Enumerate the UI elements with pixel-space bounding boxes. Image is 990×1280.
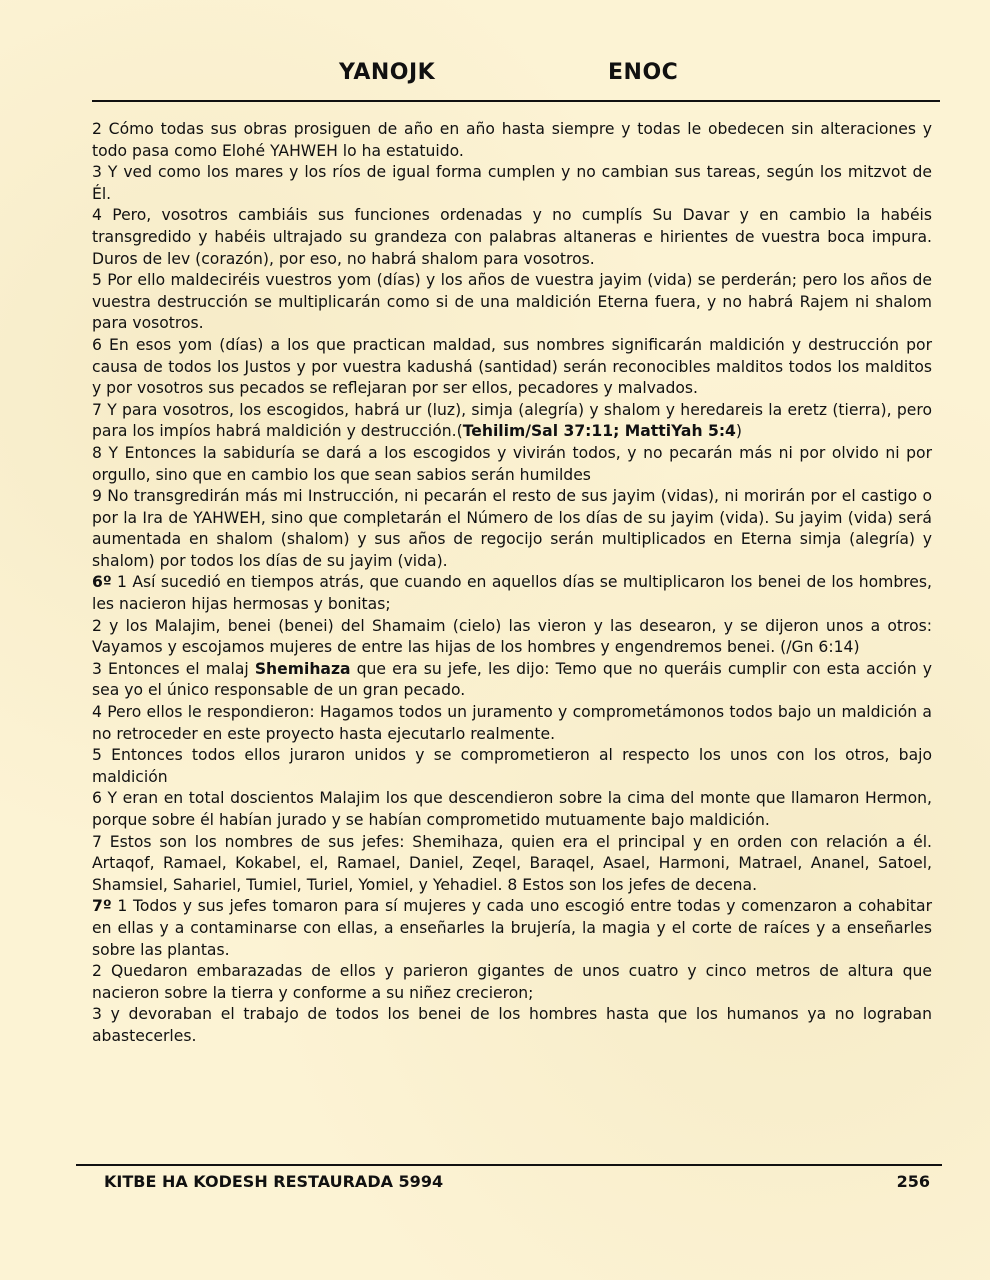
bold-text: 6º: [92, 573, 112, 592]
verse-paragraph: [92, 162, 932, 205]
verse-paragraph: [92, 486, 932, 572]
bold-text: Tehilim/Sal 37:11; MattiYah 5:4: [462, 422, 736, 441]
text-run: 7 Y para vosotros, los escogidos, habrá ur (luz), simja (alegría) y shalom y heredareis la eretz (tierra), pero para los impíos habrá maldición y destrucción.(: [92, 400, 932, 441]
text-run: 9 No transgredirán más mi Instrucción, ni pecarán el resto de sus jayim (vidas), ni morirán por el castigo o por la Ira de YAHWEH, sino que completarán el Número de los días de su jayim (vida). Su jayim (vida) será aumentada en shalom (shalom) y sus años de regocijo serán multiplicados en Eterna simja (alegría) y shalom) por todos los días de su jayim (vida).: [92, 487, 932, 570]
text-run: 8 Y Entonces la sabiduría se dará a los escogidos y vivirán todos, y no pecarán más ni por olvido ni por orgullo, sino que en cambio los que sean sabios serán humildes: [92, 443, 932, 484]
verse-paragraph: [92, 896, 932, 961]
page-header: [92, 56, 940, 102]
verse-paragraph: [92, 745, 932, 788]
text-run: 2 Cómo todas sus obras prosiguen de año en año hasta siempre y todas le obedecen sin alteraciones y todo pasa como Elohé YAHWEH lo ha estatuido.: [92, 120, 932, 160]
bold-text: Shemihaza: [254, 659, 351, 678]
text-run: 5 Por ello maldeciréis vuestros yom (días) y los años de vuestra jayim (vida) se perderán; pero los años de vuestra destrucción se multiplicarán como si de una maldición Eterna fuera, y no habrá Rajem ni shalom para vosotros.: [92, 271, 932, 333]
verse-paragraph: [92, 788, 932, 831]
text-run: ): [735, 422, 743, 441]
verse-paragraph: [92, 659, 932, 702]
verse-paragraph: [92, 832, 932, 897]
text-run: 3 Entonces el malaj: [92, 659, 255, 678]
header-book-title-spanish: ENOC: [608, 60, 679, 85]
text-run: 1 Todos y sus jefes tomaron para sí mujeres y cada uno escogió entre todas y comenzaron a cohabitar en ellas y a contaminarse con ellas, a enseñarles la brujería, la magia y el corte de raíces y a enseñarles sobre las plantas.: [92, 897, 932, 959]
text-run: 7 Estos son los nombres de sus jefes: Shemihaza, quien era el principal y en orden con relación a él. Artaqof, Ramael, Kokabel, el, Ramael, Daniel, Zeqel, Baraqel, Asael, Harmoni, Matrael, Ananel, Satoel, Shamsiel, Sahariel, Tumiel, Turiel, Yomiel, y Yehadiel. 8 Estos son los jefes de decena.: [92, 832, 932, 894]
verse-paragraph: [92, 443, 932, 486]
verse-paragraph: [92, 119, 932, 162]
page-number: 256: [896, 1172, 930, 1191]
verse-paragraph: [92, 961, 932, 1004]
verse-paragraph: [92, 205, 932, 270]
text-run: 4 Pero ellos le respondieron: Hagamos todos un juramento y comprometámonos todos bajo un maldición a no retroceder en este proyecto hasta ejecutarlo realmente.: [92, 703, 932, 743]
text-run: que era su jefe, les dijo: Temo que no queráis cumplir con esta acción y sea yo el único responsable de un gran pecado.: [92, 659, 932, 700]
text-run: 6 Y eran en total doscientos Malajim los que descendieron sobre la cima del monte que llamaron Hermon, porque sobre él habían jurado y se habían comprometido mutuamente bajo maldición.: [92, 789, 932, 829]
text-run: 4 Pero, vosotros cambiáis sus funciones ordenadas y no cumplís Su Davar y en cambio la habéis transgredido y habéis ultrajado su grandeza con palabras altaneras e hirientes de vuestra boca impura. Duros de lev (corazón), por eso, no habrá shalom para vosotros.: [92, 206, 932, 268]
text-run: 3 y devoraban el trabajo de todos los benei de los hombres hasta que los humanos ya no lograban abastecerles.: [92, 1005, 932, 1045]
footer-publication-title: KITBE HA KODESH RESTAURADA 5994: [104, 1172, 444, 1191]
text-run: 2 Quedaron embarazadas de ellos y parieron gigantes de unos cuatro y cinco metros de altura que nacieron sobre la tierra y conforme a su niñez crecieron;: [92, 962, 932, 1002]
page-body: [92, 119, 932, 1048]
verse-paragraph: [92, 400, 932, 443]
verse-paragraph: [92, 1004, 932, 1047]
verse-paragraph: [92, 335, 932, 400]
text-run: 1 Así sucedió en tiempos atrás, que cuando en aquellos días se multiplicaron los benei de los hombres, les nacieron hijas hermosas y bonitas;: [92, 573, 932, 614]
verse-paragraph: [92, 270, 932, 335]
verse-paragraph: [92, 572, 932, 615]
text-run: 6 En esos yom (días) a los que practican maldad, sus nombres significarán maldición y destrucción por causa de todos los Justos y por vuestra kadushá (santidad) serán reconocibles malditos todos los malditos y por vosotros sus pecados se reflejaran por ser ellos, pecadores y malvados.: [92, 335, 932, 398]
verse-paragraph: [92, 616, 932, 659]
page-footer: [76, 1164, 942, 1200]
header-book-title: YANOJK: [339, 60, 436, 85]
text-run: 3 Y ved como los mares y los ríos de igual forma cumplen y no cambian sus tareas, según los mitzvot de Él.: [92, 163, 932, 203]
bold-text: 7º: [92, 897, 112, 916]
text-run: 2 y los Malajim, benei (benei) del Shamaim (cielo) las vieron y las desearon, y se dijeron unos a otros: Vayamos y escojamos mujeres de entre las hijas de los hombres y engendremos benei. (/Gn 6:14): [92, 616, 932, 657]
text-run: 5 Entonces todos ellos juraron unidos y se comprometieron al respecto los unos con los otros, bajo maldición: [92, 746, 932, 786]
verse-paragraph: [92, 702, 932, 745]
